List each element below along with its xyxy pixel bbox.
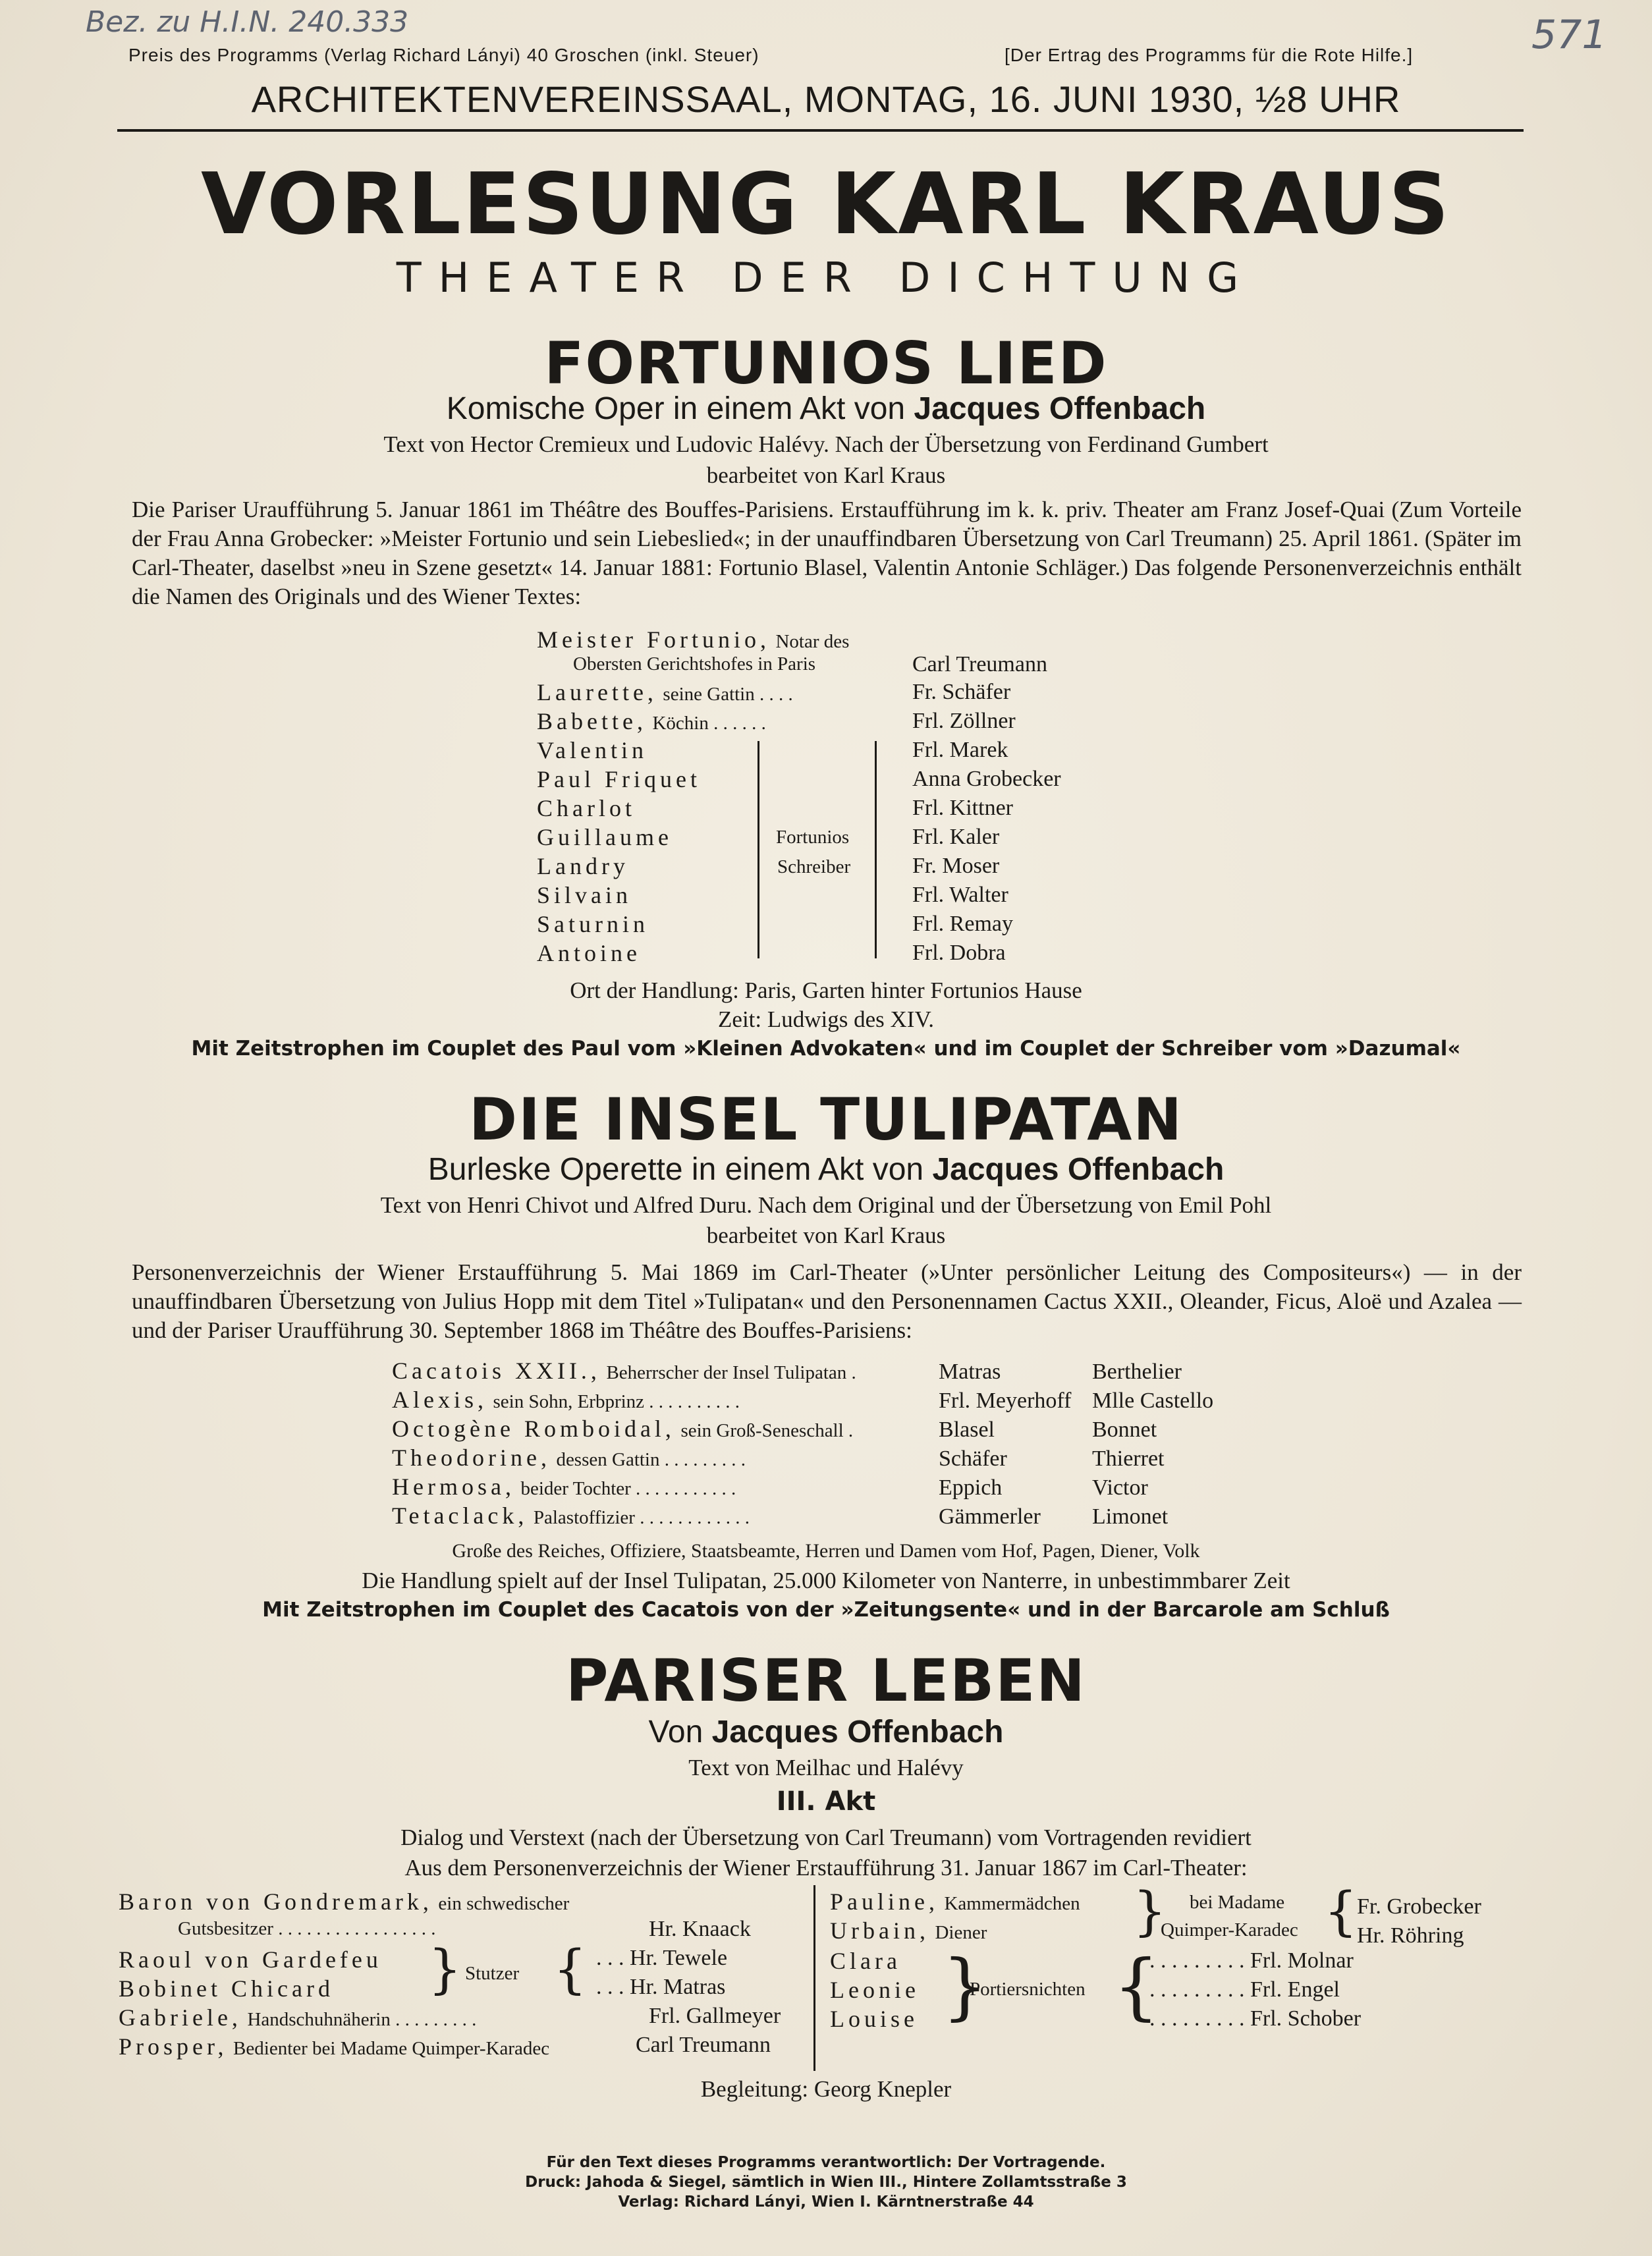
cast-name: Babette, (537, 708, 647, 734)
scribe-label: Schreiber (777, 856, 851, 877)
work1-text-credit: Text von Hector Cremieux und Ludovic Halévy. Nach der Übersetzung von Ferdinand Gumbert (383, 431, 1269, 457)
scribe-actor: Frl. Kaler (912, 825, 1000, 849)
footer-line: Für den Text dieses Programms verantwortlich: Der Vortragende. (546, 2154, 1106, 2171)
work1-title: FORTUNIOS LIED (544, 329, 1108, 397)
cast-row (119, 2033, 549, 2060)
cast-row (537, 678, 793, 706)
cast-paris: Bonnet (1092, 1417, 1157, 1442)
cast-name: Raoul von Gardefeu (119, 1946, 382, 1973)
cast-desc: sein Sohn, Erbprinz . . . . . . . . . . (493, 1391, 740, 1412)
work2-genre: Burleske Operette in einem Akt von (427, 1152, 933, 1187)
brace-left: } (942, 1944, 988, 2028)
work1-place: Ort der Handlung: Paris, Garten hinter Fortunios Hause (570, 977, 1082, 1003)
cast-vienna: Gämmerler (939, 1504, 1041, 1529)
scribe-actor: Anna Grobecker (912, 767, 1061, 791)
work3-act: III. Akt (776, 1786, 876, 1817)
work1-genre: Komische Oper in einem Akt von (446, 391, 914, 426)
work2-title: DIE INSEL TULIPATAN (468, 1086, 1184, 1153)
work2-arranger: bearbeitet von Karl Kraus (706, 1223, 946, 1248)
bei-label: Quimper-Karadec (1161, 1919, 1298, 1940)
cast-name: Theodorine, (392, 1444, 551, 1471)
scribe-actor: Fr. Moser (912, 854, 1000, 878)
cast-actor: Frl. Zöllner (912, 709, 1016, 733)
cast-vienna: Eppich (939, 1475, 1003, 1500)
work2-composer: Jacques Offenbach (932, 1152, 1225, 1187)
brace-left: } (1133, 1881, 1167, 1942)
cast-name: Alexis, (392, 1387, 487, 1413)
work2-extras: Große des Reiches, Offiziere, Staatsbeamte, Herren und Damen vom Hof, Pagen, Diener, Volk (452, 1540, 1200, 1562)
cast-paris: Mlle Castello (1092, 1389, 1214, 1413)
work1-time: Zeit: Ludwigs des XIV. (718, 1006, 934, 1032)
cast-vienna: Schäfer (939, 1446, 1007, 1471)
column-divider (813, 1885, 815, 2071)
scribe-name: Landry (537, 853, 629, 879)
portier-label: Portiersnichten (970, 1979, 1086, 2000)
work1-composer: Jacques Offenbach (914, 391, 1206, 426)
page-title: VORLESUNG KARL KRAUS (201, 155, 1451, 254)
stutzer-label: Stutzer (465, 1963, 520, 1984)
work3-dialog: Dialog und Verstext (nach der Übersetzung von Carl Treumann) vom Vortragenden revidiert (400, 1825, 1252, 1850)
cast-row (119, 2004, 476, 2031)
cast-row (537, 707, 766, 735)
scribe-label: Fortunios (776, 827, 850, 848)
work2-history-text: Personenverzeichnis der Wiener Erstaufführung 5. Mai 1869 im Carl-Theater (»Unter persönlicher Leitung des Compositeurs«) — in der unauffindbaren Übersetzung von Julius Hopp mit dem Titel »Tulipatan« und den Personennamen Cactus XXII., Oleander, Ficus, Aloë und Azalea — und der Pariser Uraufführung 30. September 1868 im Théâtre des Bouffes-Parisiens: (132, 1259, 1522, 1343)
work3-title: PARISER LEBEN (566, 1647, 1086, 1715)
cast-name: Octogène Romboidal, (392, 1416, 675, 1442)
cast-row (830, 1917, 987, 1944)
cast-desc: sein Groß-Seneschall . (680, 1420, 854, 1441)
cast-paris: Victor (1092, 1475, 1148, 1500)
cast-name: Gabriele, (119, 2004, 242, 2031)
handwritten-number: 571 (1531, 12, 1607, 58)
scribe-name: Saturnin (537, 911, 649, 937)
cast-actor: . . . . . . . . . Frl. Engel (1149, 1977, 1340, 2002)
work3-prefix: Von (648, 1715, 712, 1749)
cast-actor: . . . . . . . . . Frl. Schober (1149, 2006, 1362, 2031)
cast-row (392, 1415, 853, 1443)
brace-right: { (1113, 1944, 1159, 2028)
work2-subtitle (0, 1151, 1652, 1188)
cast-vienna: Matras (939, 1360, 1001, 1384)
brace-left: } (428, 1939, 462, 2000)
proceeds-note: [Der Ertrag des Programms für die Rote Hilfe.] (1005, 45, 1414, 65)
work2-text-credit: Text von Henri Chivot und Alfred Duru. Nach dem Original und der Übersetzung von Emil Pohl (380, 1192, 1272, 1218)
scribe-name: Antoine (537, 940, 641, 966)
price-note: Preis des Programms (Verlag Richard Lányi) 40 Groschen (inkl. Steuer) (128, 45, 759, 65)
cast-actor: . . . Hr. Tewele (596, 1946, 728, 1970)
cast-row (392, 1357, 856, 1385)
cast-desc: Beherrscher der Insel Tulipatan . (606, 1362, 856, 1383)
cast-name: Prosper, (119, 2033, 228, 2060)
cast-name: Urbain, (830, 1917, 929, 1944)
cast-paris: Limonet (1092, 1504, 1169, 1529)
brace-right: { (553, 1939, 587, 2000)
cast-desc: seine Gattin . . . . (663, 684, 793, 705)
work3-text-credit: Text von Meilhac und Halévy (688, 1755, 964, 1780)
scribe-actor: Frl. Dobra (912, 941, 1006, 965)
work1-arranger: bearbeitet von Karl Kraus (706, 462, 946, 488)
work3-composer: Jacques Offenbach (711, 1715, 1004, 1749)
cast-desc: Gutsbesitzer . . . . . . . . . . . . . . . . . (178, 1918, 436, 1939)
scribe-name: Guillaume (537, 824, 673, 850)
scribe-actor: Frl. Walter (912, 883, 1008, 907)
footer (0, 2153, 1652, 2212)
cast-name: Clara (830, 1948, 901, 1974)
cast-actor: . . . . . . . . . Frl. Molnar (1149, 1948, 1354, 1973)
work1-subtitle (0, 391, 1652, 427)
cast-name: Baron von Gondremark, (119, 1888, 433, 1915)
work2-place: Die Handlung spielt auf der Insel Tulipatan, 25.000 Kilometer von Nanterre, in unbestimmbarer Zeit (362, 1568, 1290, 1593)
cast-desc: Kammermädchen (944, 1893, 1080, 1914)
cast-actor: Hr. Knaack (649, 1917, 751, 1941)
cast-actor: . . . Hr. Matras (596, 1975, 726, 1999)
cast-desc: Notar des (775, 631, 850, 652)
cast-name: Hermosa, (392, 1473, 515, 1500)
cast-row (119, 1888, 569, 1915)
cast-name: Leonie (830, 1977, 920, 2003)
cast-actor: Frl. Gallmeyer (649, 2004, 781, 2028)
scribe-name: Paul Friquet (537, 766, 701, 792)
cast-name: Louise (830, 2006, 918, 2032)
work1-history (132, 495, 1522, 611)
venue-line: ARCHITEKTENVEREINSSAAL, MONTAG, 16. JUNI 1930, ½8 UHR (251, 78, 1401, 120)
cast-desc: Handschuhnäherin . . . . . . . . . (247, 2009, 477, 2030)
cast-actor: Fr. Grobecker (1357, 1894, 1481, 1919)
accompaniment: Begleitung: Georg Knepler (700, 2076, 952, 2102)
scribe-actor: Frl. Remay (912, 912, 1013, 936)
cast-name: Bobinet Chicard (119, 1975, 334, 2002)
cast-actor: Carl Treumann (636, 2033, 771, 2057)
header-rule (117, 129, 1524, 132)
scribe-name: Silvain (537, 882, 632, 908)
cast-row (830, 1888, 1080, 1915)
cast-desc: dessen Gattin . . . . . . . . . (556, 1449, 746, 1470)
work2-note: Mit Zeitstrophen im Couplet des Cacatois von der »Zeitungsente« und in der Barcarole am Schluß (262, 1598, 1390, 1622)
cast-vienna: Blasel (939, 1417, 995, 1442)
cast-desc: Bedienter bei Madame Quimper-Karadec (233, 2038, 550, 2059)
footer-line: Druck: Jahoda & Siegel, sämtlich in Wien III., Hintere Zollamtsstraße 3 (525, 2174, 1127, 2191)
cast-row (392, 1502, 750, 1529)
cast-row (392, 1444, 746, 1472)
handwritten-reference: Bez. zu H.I.N. 240.333 (86, 5, 409, 39)
cast-desc: Köchin . . . . . . (652, 713, 766, 734)
cast-row (537, 626, 849, 653)
cast-desc: ein schwedischer (438, 1893, 570, 1914)
scribe-actor: Frl. Kittner (912, 796, 1013, 820)
cast-vienna: Frl. Meyerhoff (939, 1389, 1072, 1413)
cast-name: Laurette, (537, 679, 657, 705)
cast-actor: Carl Treumann (912, 652, 1047, 676)
brace-left (757, 741, 759, 958)
cast-desc-line: Obersten Gerichtshofes in Paris (573, 653, 816, 674)
work1-note: Mit Zeitstrophen im Couplet des Paul vom »Kleinen Advokaten« und im Couplet der Schreiber vom »Dazumal« (191, 1037, 1461, 1060)
cast-paris: Thierret (1092, 1446, 1165, 1471)
cast-desc: Diener (935, 1922, 987, 1943)
cast-name: Pauline, (830, 1888, 939, 1915)
cast-actor: Fr. Schäfer (912, 680, 1011, 704)
work2-history (132, 1258, 1522, 1345)
cast-actor: Hr. Röhring (1357, 1923, 1464, 1948)
footer-line: Verlag: Richard Lányi, Wien I. Kärntnerstraße 44 (618, 2193, 1034, 2211)
cast-name: Cacatois XXII., (392, 1358, 601, 1384)
brace-right (875, 741, 877, 958)
page-subtitle: THEATER DER DICHTUNG (396, 254, 1256, 302)
work3-subtitle (0, 1714, 1652, 1750)
bei-label: bei Madame (1190, 1892, 1285, 1913)
cast-desc: beider Tochter . . . . . . . . . . . (520, 1478, 736, 1499)
brace-right: { (1324, 1881, 1358, 1942)
cast-desc: Palastoffizier . . . . . . . . . . . . (533, 1507, 750, 1528)
cast-name: Tetaclack, (392, 1502, 528, 1529)
cast-name: Meister Fortunio, (537, 626, 770, 653)
work3-source: Aus dem Personenverzeichnis der Wiener Erstaufführung 31. Januar 1867 im Carl-Theater: (404, 1855, 1248, 1881)
scribe-name: Valentin (537, 737, 647, 763)
cast-row (392, 1473, 736, 1500)
work1-history-text: Die Pariser Uraufführung 5. Januar 1861 im Théâtre des Bouffes-Parisiens. Erstaufführung im k. k. priv. Theater am Franz Josef-Quai (Zum Vorteile der Frau Anna Grobecker: »Meister Fortunio und sein Liebeslied«; in der unauffindbaren Übersetzung von Carl Treumann) 25. April 1861. (Später im Carl-Theater, daselbst »neu in Szene gesetzt« 14. Januar 1881: Fortunio Blasel, Valentin Antonie Schläger.) Das folgende Personenverzeichnis enthält die Namen des Originals und des Wiener Textes: (132, 497, 1522, 609)
cast-paris: Berthelier (1092, 1360, 1182, 1384)
scribe-actor: Frl. Marek (912, 738, 1008, 762)
scribe-name: Charlot (537, 795, 636, 821)
cast-row (392, 1386, 740, 1414)
